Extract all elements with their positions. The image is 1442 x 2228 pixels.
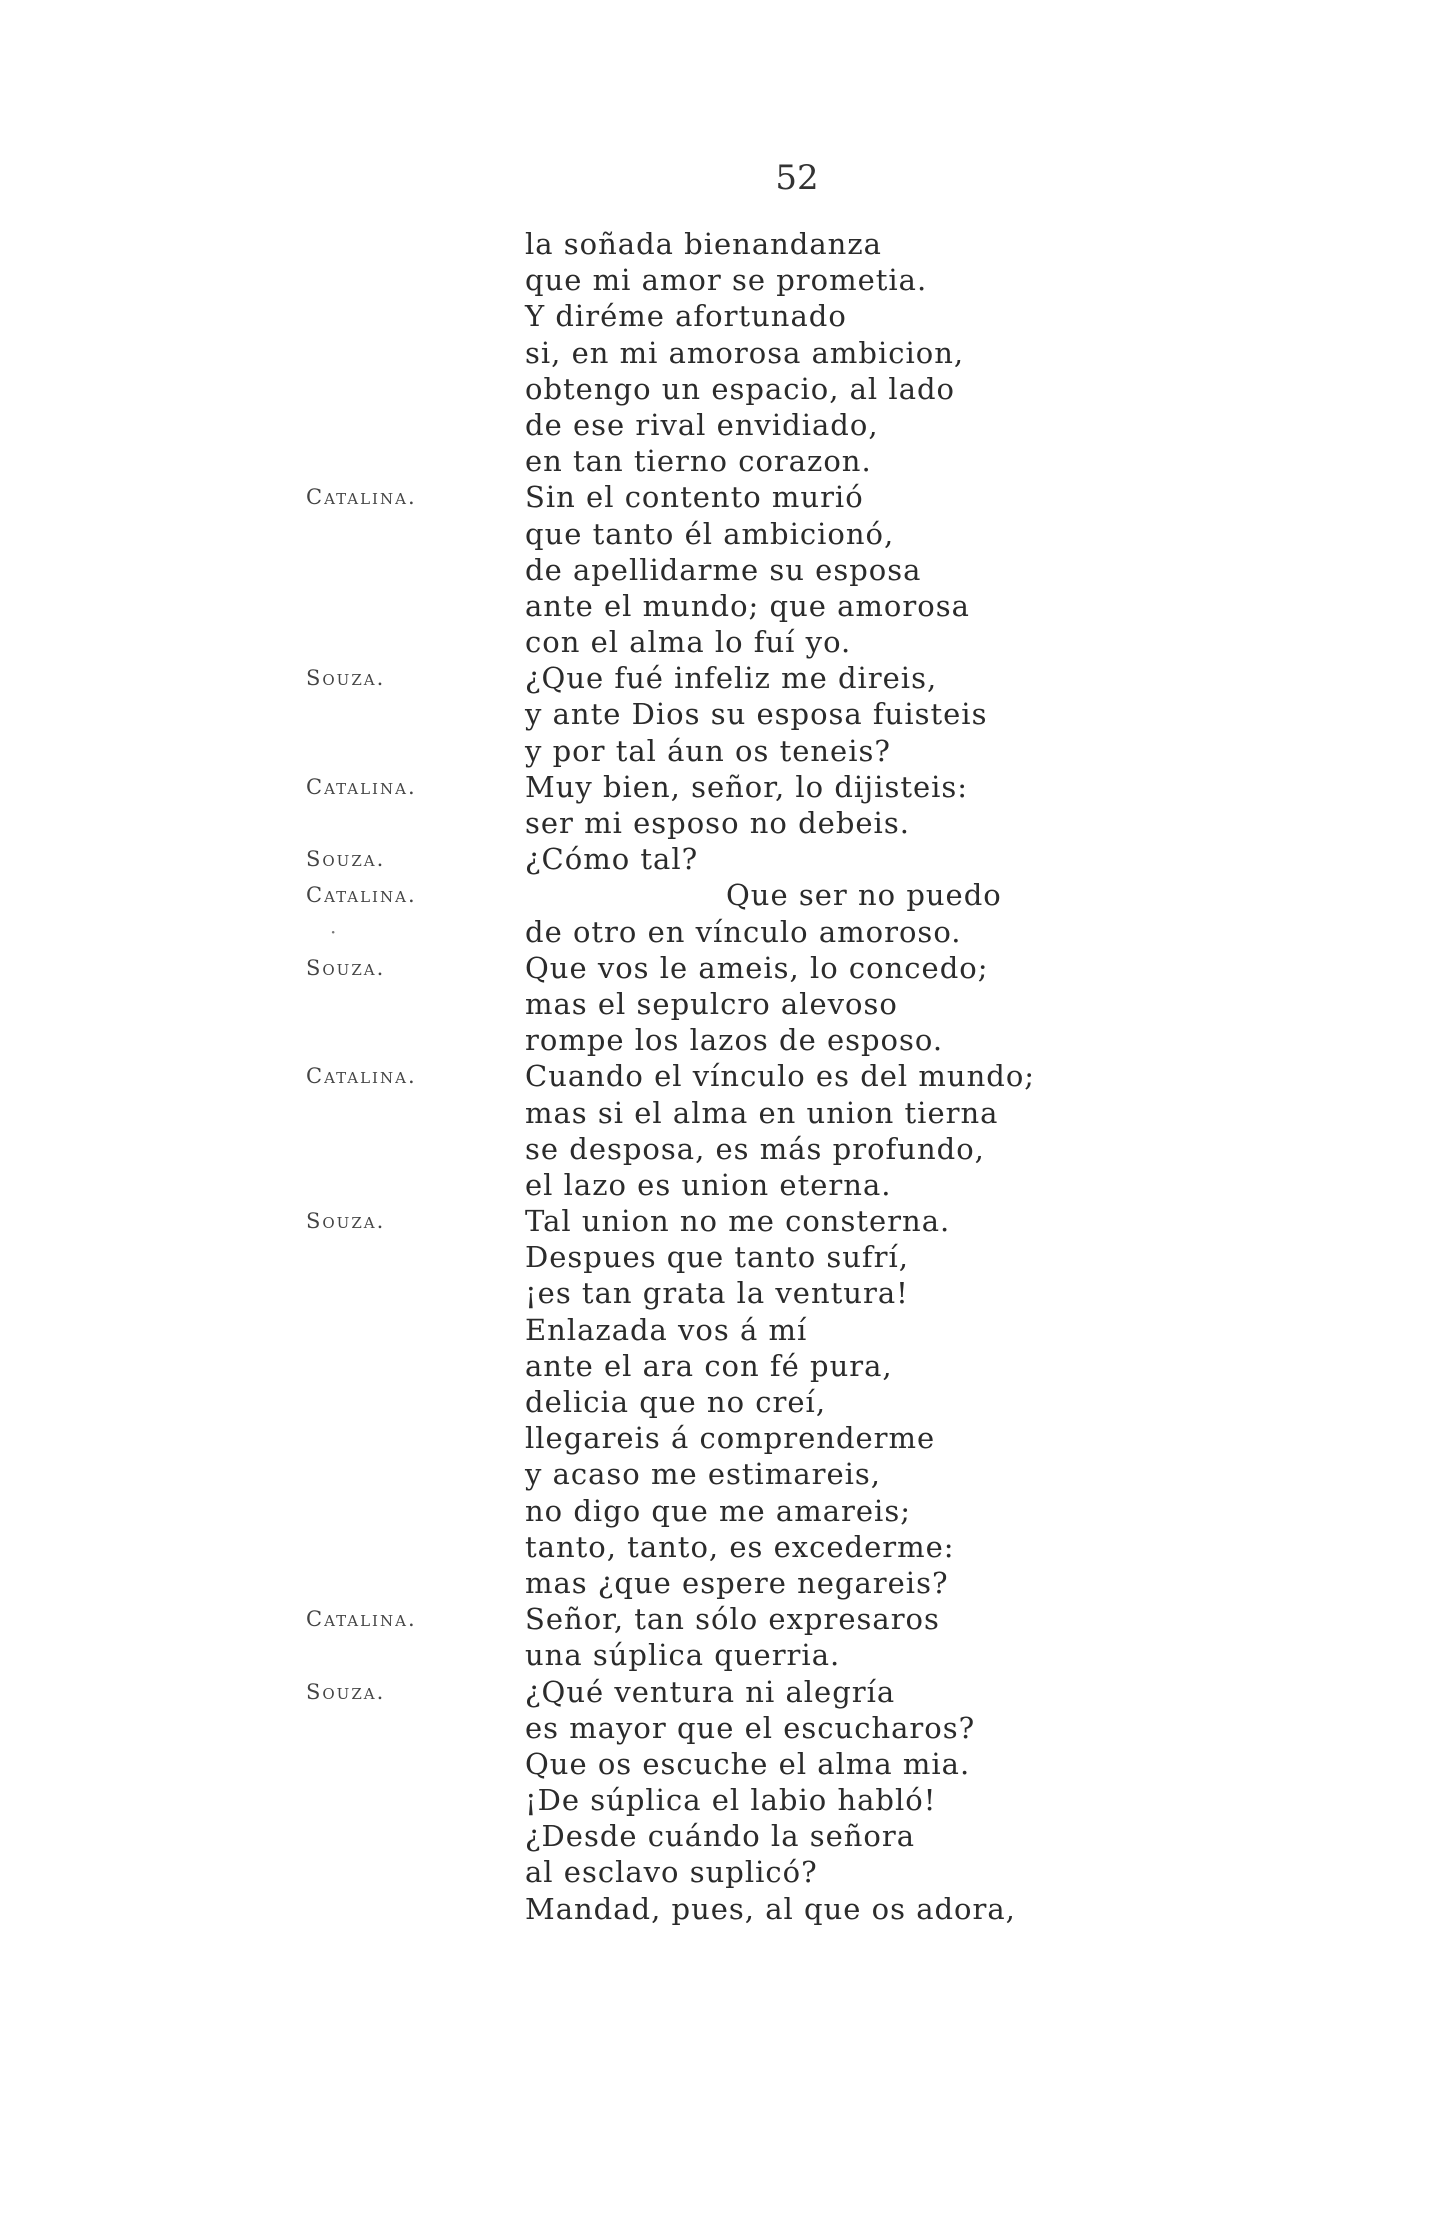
verse-line	[0, 298, 1442, 334]
speaker-name: Souza.	[306, 847, 386, 872]
verse-line	[0, 1891, 1442, 1927]
verse-text: mas el sepulcro alevoso	[525, 986, 898, 1021]
verse-line	[0, 1782, 1442, 1818]
verse-text: de ese rival envidiado,	[525, 407, 879, 442]
verse-line	[0, 1710, 1442, 1746]
verse-text: en tan tierno corazon.	[525, 444, 872, 479]
verse-text: ante el mundo; que amorosa	[525, 588, 970, 623]
verse-text: ¡es tan grata la ventura!	[525, 1276, 909, 1311]
verse-text: Cuando el vínculo es del mundo;	[525, 1059, 1036, 1094]
verse-text: Que vos le ameis, lo concedo;	[525, 950, 989, 985]
verse-line	[0, 1420, 1442, 1456]
verse-text: ¿Desde cuándo la señora	[525, 1819, 916, 1854]
verse-line	[0, 1239, 1442, 1275]
verse-text: mas si el alma en union tierna	[525, 1095, 999, 1130]
page-number: 52	[775, 158, 819, 198]
verse-line	[0, 1854, 1442, 1890]
verse-text: si, en mi amorosa ambicion,	[525, 335, 965, 370]
verse-text: Que ser no puedo	[726, 878, 1002, 913]
verse-line	[0, 1818, 1442, 1854]
verse-text: delicia que no creí,	[525, 1385, 827, 1419]
speaker-name: Catalina.	[306, 1064, 417, 1089]
verse-text: rompe los lazos de esposo.	[525, 1023, 944, 1058]
verse-text: no digo que me amareis;	[525, 1493, 911, 1528]
verse-text: el lazo es union eterna.	[525, 1167, 892, 1202]
verse-line	[0, 877, 1442, 913]
verse-line	[0, 335, 1442, 371]
verse-text: ¡De súplica el labio habló!	[525, 1783, 937, 1818]
verse-text: y acaso me estimareis,	[525, 1457, 882, 1492]
verse-text: ¿Cómo tal?	[525, 842, 699, 877]
verse-text: que mi amor se prometia.	[525, 263, 928, 298]
verse-line	[0, 624, 1442, 660]
speaker-name: Catalina.	[306, 485, 417, 510]
verse-line	[0, 1746, 1442, 1782]
verse-line	[0, 1095, 1442, 1131]
verse-text: Que os escuche el alma mia.	[525, 1746, 971, 1781]
verse-line	[0, 769, 1442, 805]
verse-text: de apellidarme su esposa	[525, 552, 922, 587]
verse-line	[0, 733, 1442, 769]
speaker-name: Souza.	[306, 666, 386, 691]
verse-text: Despues que tanto sufrí,	[525, 1240, 910, 1275]
verse-line	[0, 1456, 1442, 1492]
verse-line	[0, 660, 1442, 696]
verse-line	[0, 1203, 1442, 1239]
verse-line	[0, 805, 1442, 841]
verse-line	[0, 407, 1442, 443]
verse-text: una súplica querria.	[525, 1638, 841, 1673]
verse-line	[0, 516, 1442, 552]
verse-line	[0, 1348, 1442, 1384]
verse-text: con el alma lo fuí yo.	[525, 625, 852, 660]
verse-text: ¿Qué ventura ni alegría	[525, 1674, 896, 1709]
verse-text: y ante Dios su esposa fuisteis	[525, 697, 988, 732]
verse-line	[0, 986, 1442, 1022]
verse-text: obtengo un espacio, al lado	[525, 371, 956, 406]
verse-text: es mayor que el escucharos?	[525, 1710, 976, 1745]
verse-text: llegareis á comprenderme	[525, 1421, 936, 1456]
margin-mark: ·	[330, 919, 337, 944]
verse-line	[0, 226, 1442, 262]
verse-text: se desposa, es más profundo,	[525, 1131, 985, 1166]
verse-text: mas ¿que espere negareis?	[525, 1565, 949, 1600]
speaker-name: Catalina.	[306, 883, 417, 908]
speaker-name: Souza.	[306, 1679, 386, 1704]
verse-text: y por tal áun os teneis?	[525, 733, 891, 768]
verse-text: de otro en vínculo amoroso.	[525, 914, 962, 949]
verse-line	[0, 1565, 1442, 1601]
verse-line	[0, 1637, 1442, 1673]
verse-line	[0, 479, 1442, 515]
speaker-name: Souza.	[306, 1209, 386, 1234]
verse-line	[0, 1529, 1442, 1565]
verse-line	[0, 1312, 1442, 1348]
verse-text: tanto, tanto, es excederme:	[525, 1529, 955, 1564]
verse-text: Enlazada vos á mí	[525, 1312, 808, 1347]
verse-line	[0, 371, 1442, 407]
verse-line	[0, 1058, 1442, 1094]
verse-text: que tanto él ambicionó,	[525, 516, 895, 551]
verse-line	[0, 1493, 1442, 1529]
verse-line	[0, 262, 1442, 298]
verse-line	[0, 1131, 1442, 1167]
verse-line	[0, 1601, 1442, 1637]
verse-line	[0, 841, 1442, 877]
verse-line	[0, 914, 1442, 950]
verse-text: Sin el contento murió	[525, 480, 864, 515]
verse-line	[0, 1275, 1442, 1311]
verse-text: Muy bien, señor, lo dijisteis:	[525, 769, 969, 804]
verse-text: Tal union no me consterna.	[525, 1204, 951, 1239]
verse-line	[0, 696, 1442, 732]
verse-text: Señor, tan sólo expresaros	[525, 1602, 940, 1637]
verse-text: Y diréme afortunado	[525, 299, 847, 334]
verse-line	[0, 950, 1442, 986]
verse-text: Mandad, pues, al que os adora,	[525, 1891, 1016, 1926]
speaker-name: Catalina.	[306, 1607, 417, 1632]
verse-line	[0, 588, 1442, 624]
verse-line	[0, 1167, 1442, 1203]
verse-line	[0, 1384, 1442, 1420]
verse-line	[0, 1674, 1442, 1710]
verse-text: la soñada bienandanza	[525, 227, 882, 261]
verse-text: al esclavo suplicó?	[525, 1855, 818, 1890]
speaker-name: Catalina.	[306, 774, 417, 799]
speaker-name: Souza.	[306, 955, 386, 980]
verse-text: ¿Que fué infeliz me direis,	[525, 661, 938, 696]
verse-line	[0, 1022, 1442, 1058]
verse-text: ante el ara con fé pura,	[525, 1348, 893, 1383]
verse-text: ser mi esposo no debeis.	[525, 806, 910, 840]
verse-line	[0, 443, 1442, 479]
verse-block	[0, 226, 1442, 1927]
verse-line	[0, 552, 1442, 588]
